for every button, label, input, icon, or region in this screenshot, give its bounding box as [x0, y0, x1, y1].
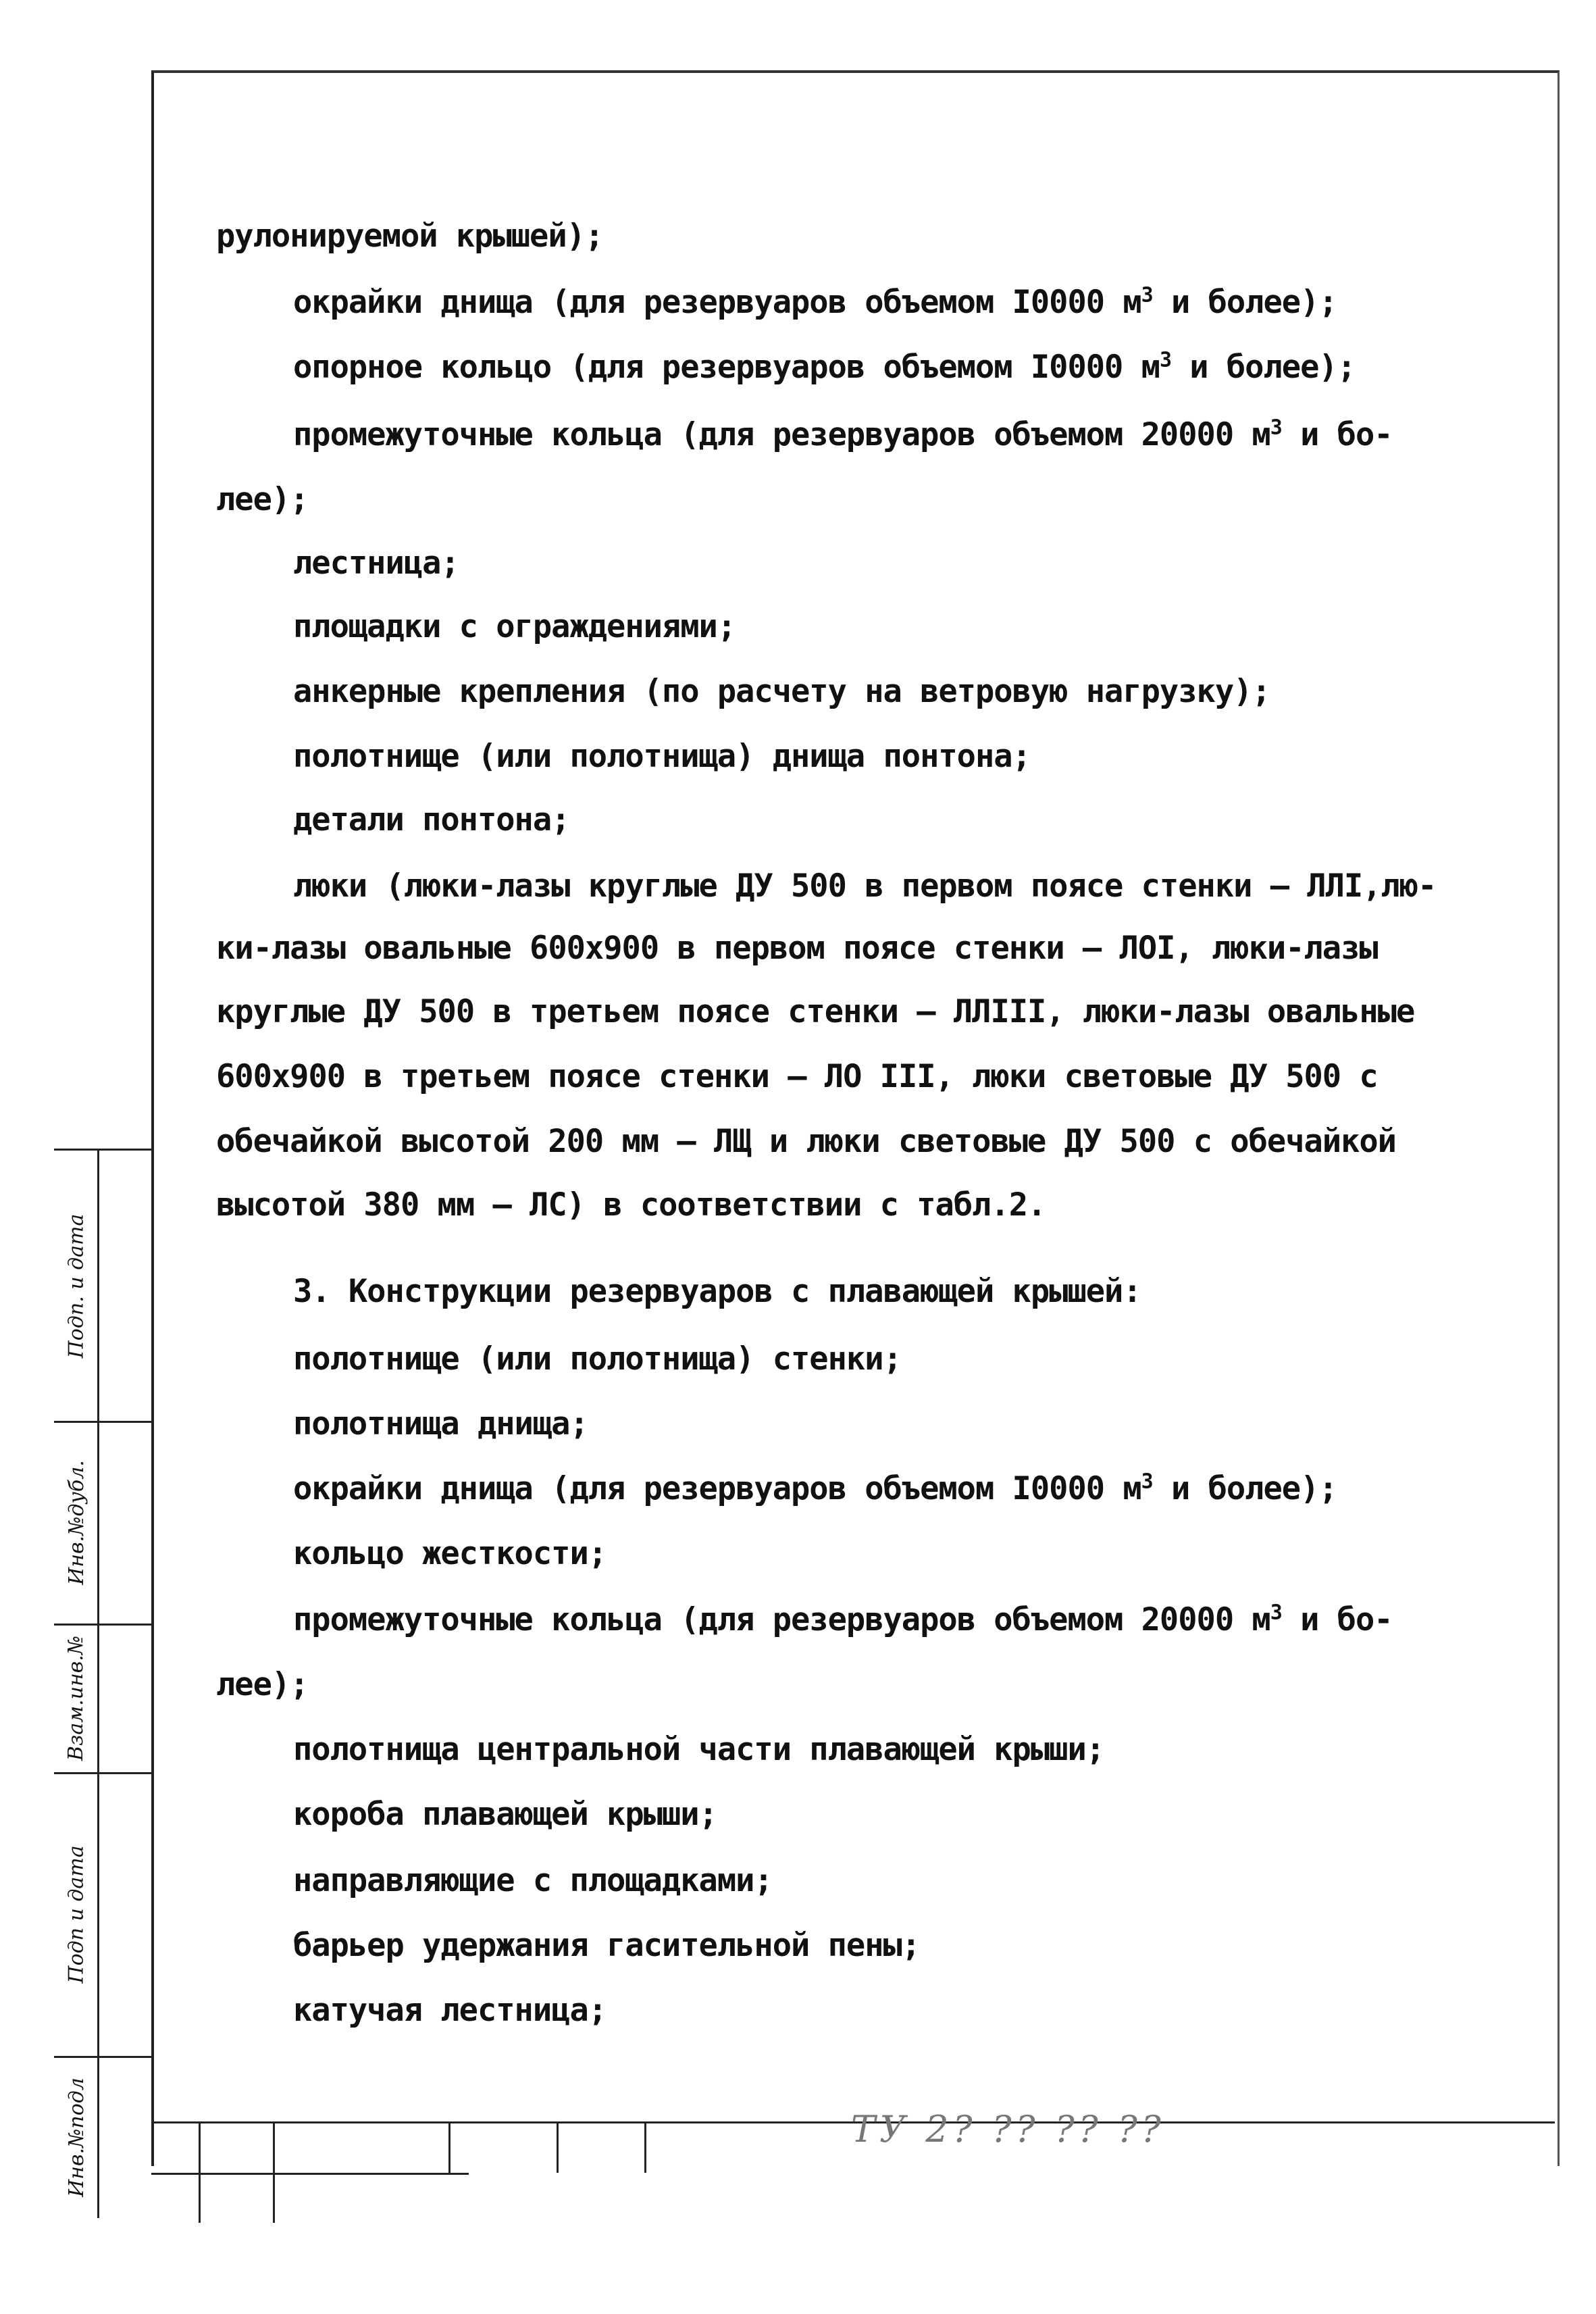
text-line: окрайки днища (для резервуаров объемом I0000 $м^3$ и более); — [293, 283, 1337, 321]
text-line: детали понтона; — [293, 801, 570, 838]
document-code: ТУ 2? ?? ?? ?? — [851, 2108, 1165, 2150]
page-frame — [151, 70, 1560, 2166]
text-line: ки-лазы овальные 600х900 в первом поясе стенки – ЛОI, люки-лазы — [216, 930, 1378, 967]
text-line: лее); — [216, 481, 309, 518]
text-line: обечайкой высотой 200 мм – ЛЩ и люки световые ДУ 500 с обечайкой — [216, 1123, 1396, 1160]
text-line: полотнище (или полотнища) стенки; — [293, 1340, 902, 1378]
text-line: кольцо жесткости; — [293, 1535, 607, 1572]
text-line: катучая лестница; — [293, 1992, 607, 2029]
text-line: короба плавающей крыши; — [293, 1796, 717, 1833]
text-line: промежуточные кольца (для резервуаров объемом 20000 $м^3$ и бо- — [293, 1601, 1393, 1638]
text-line: рулонируемой крышей); — [216, 218, 604, 255]
title-block-divider — [273, 2121, 275, 2223]
text-line: промежуточные кольца (для резервуаров объемом 20000 $м^3$ и бо- — [293, 416, 1393, 453]
title-block-divider — [557, 2121, 559, 2173]
title-block-divider — [448, 2121, 451, 2173]
text-line: анкерные крепления (по расчету на ветровую нагрузку); — [293, 673, 1270, 710]
stamp-label-dup-inv: Инв.№дубл. — [64, 1459, 88, 1585]
side-stamp — [54, 1149, 151, 2218]
stamp-label-sign-date-2: Подп и дата — [64, 1844, 88, 1984]
text-line: люки (люки-лазы круглые ДУ 500 в первом поясе стенки – ЛЛI,лю- — [293, 867, 1437, 905]
text-line: полотнище (или полотнища) днища понтона; — [293, 738, 1031, 775]
text-line: высотой 380 мм – ЛС) в соответствии с табл.2. — [216, 1186, 1046, 1224]
text-line: барьер удержания гасительной пены; — [293, 1927, 921, 1964]
text-line: опорное кольцо (для резервуаров объемом I0000 $м^3$ и более); — [293, 348, 1356, 386]
document-body — [154, 73, 1558, 2166]
stamp-label-replace-inv: Взам.инв.№ — [64, 1635, 88, 1761]
text-line: направляющие с площадками; — [293, 1862, 773, 1899]
stamp-label-orig-inv: Инв.№подл — [64, 2077, 88, 2197]
text-line: окрайки днища (для резервуаров объемом I0000 $м^3$ и более); — [293, 1469, 1337, 1507]
text-line: лестница; — [293, 545, 459, 582]
text-line: площадки с ограждениями; — [293, 608, 736, 645]
title-block-divider — [199, 2121, 201, 2223]
text-line: полотнища днища; — [293, 1405, 588, 1442]
section-heading: 3. Конструкции резервуаров с плавающей крышей: — [293, 1273, 1141, 1310]
text-line: полотнища центральной части плавающей крыши; — [293, 1731, 1105, 1768]
stamp-label-sign-date: Подп. и дата — [64, 1213, 88, 1358]
text-line: круглые ДУ 500 в третьем поясе стенки – ЛЛIII, люки-лазы овальные — [216, 993, 1415, 1030]
text-line: 600х900 в третьем поясе стенки – ЛО III, люки световые ДУ 500 с — [216, 1058, 1378, 1095]
title-block-divider — [644, 2121, 646, 2173]
text-line: лее); — [216, 1666, 309, 1703]
